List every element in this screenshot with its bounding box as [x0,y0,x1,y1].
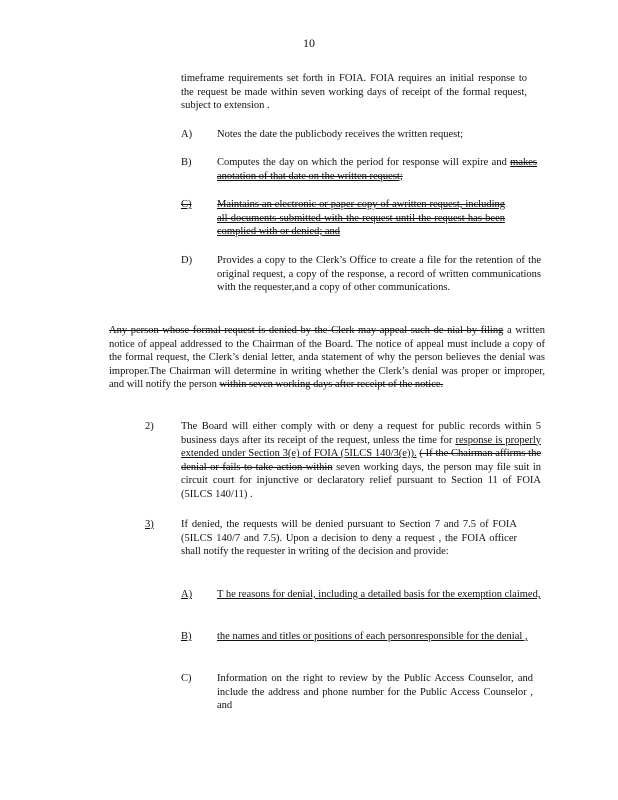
intro-paragraph: timeframe requirements set forth in FOIA. FOIA requires an initial response to the request be made within seven working days of receipt of the formal request, subject to extension . [181,73,527,111]
appeal-paragraph [109,324,545,392]
step-b-text-a: Computes the day on which the period for response will expire and [217,157,507,168]
step-b-text [217,156,537,183]
sub-b-label: B) [181,631,192,642]
step-d-text: Provides a copy to the Clerk’s Office to create a file for the retention of the original request, a copy of the response, a record of written communications with the requester,and a copy of other communications. [217,255,541,293]
appeal-middle: a written notice of appeal addressed to the Chairman of the Board. The notice of appeal must include a copy of the formal request, the Clerk’s denial letter, anda statement of why the person believes the denial was improper.The Chairman will determine in writing whether the Clerk’s denial was proper or improper, and will notify the person [109,325,546,390]
item-3-label: 3) [145,519,154,530]
item-2-text-a: The Board will either comply with or deny a request for public records within 5 business days after its receipt of the request, unless the time for [181,421,541,446]
step-c-label: C) [181,199,192,210]
item-2-text [181,420,541,501]
item-2-label: 2) [145,421,154,432]
step-a-label: A) [181,129,193,140]
sub-a-label: A) [181,589,193,600]
page-number: 10 [303,36,315,50]
item-2-underlined: response is properly extended under Section 3(e) of FOIA (5ILCS 140/3(e)). [181,434,541,459]
sub-c-label: C) [181,673,192,684]
step-a-text: Notes the date the publicbody receives the written request; [217,129,464,140]
step-b-label: B) [181,157,192,168]
appeal-struck-start: Any person whose formal request is denied by the Clerk may appeal such de nial by filing [109,325,504,336]
item-3-text: If denied, the requests will be denied pursuant to Section 7 and 7.5 of FOIA (5ILCS 140/7 and 7.5). Upon a decision to deny a request , the FOIA officer shall notify the requester in writing of the decision and provide: [181,519,517,557]
step-b-text-b: makes anotation of that date on the written request; [217,157,537,182]
sub-c-text: Information on the right to review by the Public Access Counselor, and include the address and phone number for the Public Access Counselor , and [217,673,533,711]
step-c-text: Maintains an electronic or paper copy of awritten request, including all documents submitted with the request until the request has been complied with or denied; and [217,199,505,237]
step-d-label: D) [181,255,193,266]
sub-b-text: the names and titles or positions of each personresponsible for the denial , [217,631,528,642]
appeal-struck-end: within seven working days after receipt of the notice. [219,379,444,390]
item-2-text-b: seven working days, the person may file suit in circuit court for injunctive or declaratory relief pursuant to Section 11 of FOIA (5ILCS 140/11) . [181,461,542,500]
item-2-struck: ( If the Chairman affirms the denial or fails to take action within [181,448,541,473]
sub-a-text: T he reasons for denial, including a detailed basis for the exemption claimed, [217,589,541,600]
